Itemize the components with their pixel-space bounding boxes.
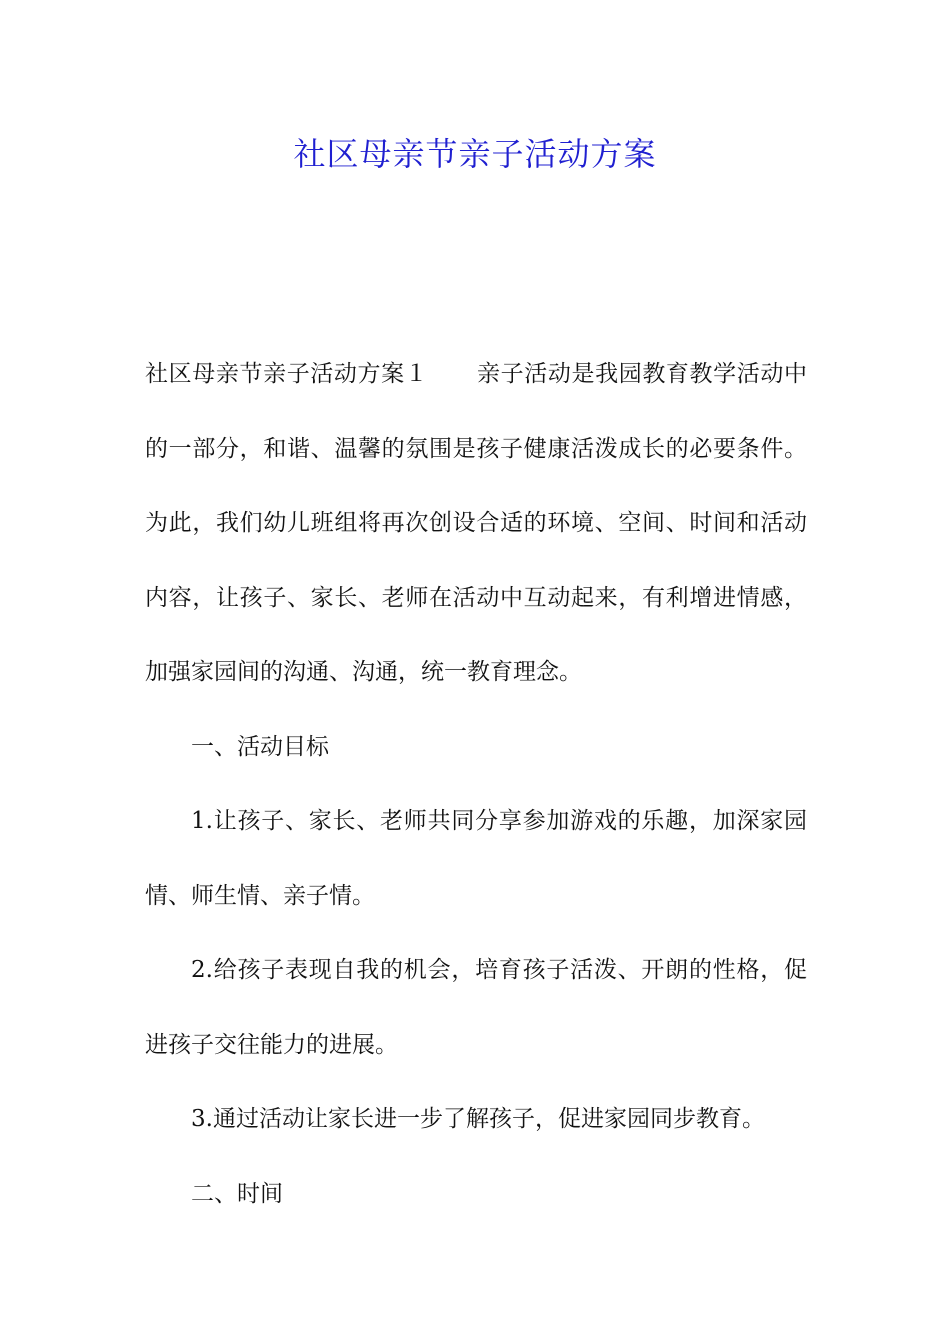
intro-label: 社区母亲节亲子活动方案１ <box>145 361 429 387</box>
goal-item-3: 3.通过活动让家长进一步了解孩子，促进家园同步教育。 <box>191 1106 765 1132</box>
goal-item-2: 2.给孩子表现自我的机会，培育孩子活泼、开朗的性格，促进孩子交往能力的进展。 <box>145 957 807 1058</box>
document-title: 社区母亲节亲子活动方案 <box>293 135 657 173</box>
section-heading-time: 二、时间 <box>191 1180 283 1207</box>
intro-paragraph <box>145 337 807 710</box>
section-heading-goals: 一、活动目标 <box>191 733 329 760</box>
goal-item-1: 1.让孩子、家长、老师共同分享参加游戏的乐趣，加深家园情、师生情、亲子情。 <box>145 808 807 909</box>
intro-text: 亲子活动是我园教育教学活动中的一部分，和谐、温馨的氛围是孩子健康活泼成长的必要条件。为此，我们幼儿班组将再次创设合适的环境、空间、时间和活动内容，让孩子、家长、老师在活动中互动起来，有利增进情感，加强家园间的沟通、沟通，统一教育理念。 <box>145 361 808 685</box>
document-body <box>145 337 807 1231</box>
